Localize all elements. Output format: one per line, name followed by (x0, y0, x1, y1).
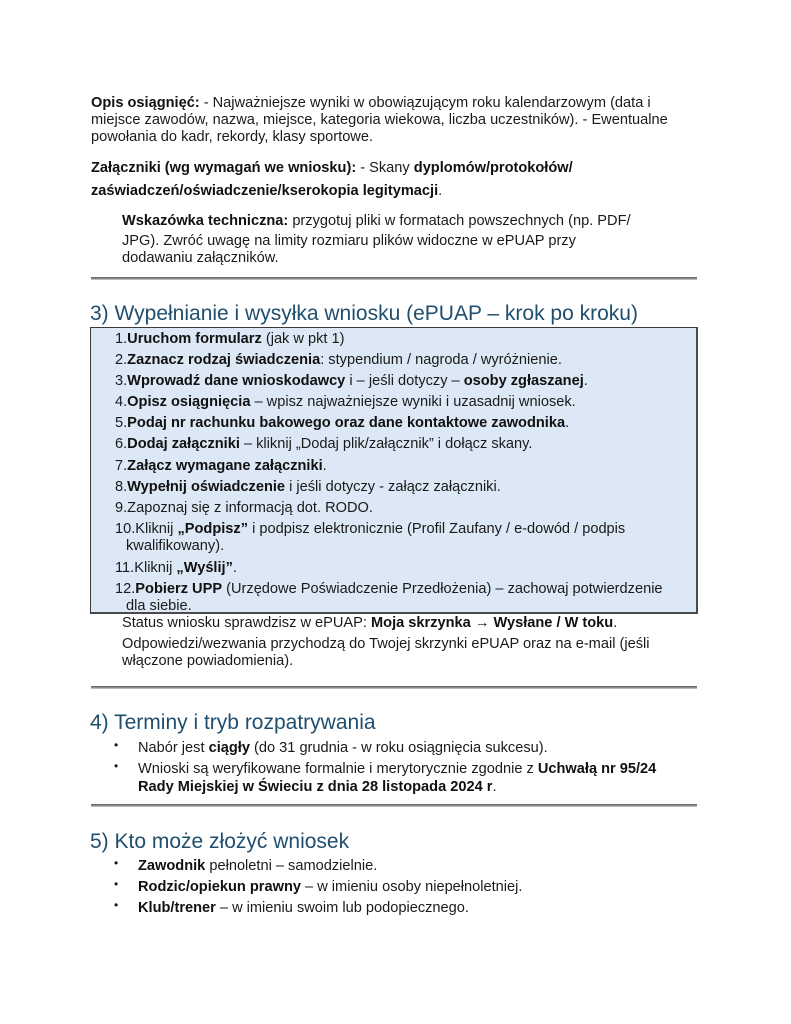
step-number: 11. (115, 559, 135, 576)
item-bold-continuation: Rady Miejskiej w Świeciu z dnia 28 listopada 2024 r (138, 778, 493, 795)
attachments-types-bold: dyplomów/protokołów/ (413, 160, 573, 176)
bullet-icon: • (114, 877, 119, 891)
step-bold: Zaznacz rodzaj świadczenia (127, 352, 321, 369)
step-item (115, 458, 698, 476)
status-paragraph (122, 615, 692, 632)
step-number: 4. (115, 394, 128, 411)
step-text: . (322, 457, 327, 474)
step-bold: Dodaj załączniki (127, 436, 240, 453)
attachments-text: - Skany (356, 160, 414, 176)
step-number: 7. (115, 457, 128, 474)
bullet-icon: • (114, 856, 119, 870)
step-continuation: dla siebie. (126, 598, 192, 614)
steps-box (90, 327, 698, 614)
step-number: 2. (115, 352, 128, 369)
step-number: 8. (115, 478, 128, 495)
step-text: Zapoznaj się z informacją dot. RODO. (127, 499, 373, 516)
steps-list (115, 331, 698, 614)
list-item (112, 879, 712, 897)
step-bold: Uruchom formularz (127, 331, 262, 347)
tip-text-2: JPG). Zwróć uwagę na limity rozmiaru plików widoczne w ePUAP przy dodawaniu załączników. (122, 233, 576, 266)
step-item (115, 521, 698, 556)
step-bold: Podaj nr rachunku bakowego oraz dane kontaktowe zawodnika (127, 415, 566, 432)
item-bold: Zawodnik (138, 858, 206, 874)
step-item (115, 352, 698, 370)
item-bold: Rodzic/opiekun prawny (138, 879, 301, 895)
item-text-pre: Wnioski są weryfikowane formalnie i merytorycznie zgodnie z (138, 761, 538, 777)
step-text: i – jeśli dotyczy – (345, 373, 464, 390)
status-text: Status wniosku sprawdzisz w ePUAP: (122, 615, 371, 631)
step-bold: „Wyślij” (176, 559, 233, 576)
step-text: . (565, 415, 570, 432)
section-3-heading: 3) Wypełnianie i wysyłka wniosku (ePUAP – krok po kroku) (90, 302, 638, 325)
step-bold: Opisz osiągnięcia (127, 394, 251, 411)
achievements-description-paragraph (91, 95, 701, 146)
step-item (115, 560, 698, 578)
step-text: – wpisz najważniejsze wyniki i uzasadnij wniosek. (250, 394, 576, 411)
section-4-list (112, 740, 712, 800)
step-number: 3. (115, 373, 128, 390)
list-item (112, 740, 712, 758)
step-text-pre: Kliknij (135, 520, 178, 537)
step-number: 10. (115, 520, 136, 537)
step-bold: Wypełnij oświadczenie (127, 478, 286, 495)
item-bold: ciągły (208, 740, 250, 756)
step-continuation: kwalifikowany). (126, 538, 225, 555)
item-text: – w imieniu osoby niepełnoletniej. (300, 879, 523, 895)
step-item (115, 581, 698, 614)
step-item (115, 373, 698, 391)
step-item (115, 479, 698, 497)
step-number: 6. (115, 436, 128, 453)
step-number: 9. (115, 499, 128, 516)
step-number: 5. (115, 415, 128, 432)
section-4-heading: 4) Terminy i tryb rozpatrywania (90, 711, 376, 734)
step-text-2: . (583, 373, 588, 390)
step-item (115, 331, 698, 349)
achievements-label: Opis osiągnięć: (91, 95, 200, 111)
step-text: i jeśli dotyczy - załącz załączniki. (285, 478, 501, 495)
horizontal-rule (91, 277, 697, 280)
replies-paragraph: Odpowiedzi/wezwania przychodzą do Twojej skrzynki ePUAP oraz na e-mail (jeśli włączone powiadomienia). (122, 636, 650, 669)
item-text: pełnoletni – samodzielnie. (205, 858, 378, 874)
attachments-label: Załączniki (wg wymagań we wniosku): (91, 160, 357, 176)
step-text: . (232, 559, 237, 576)
tip-text-1: przygotuj pliki w formatach powszechnych (np. PDF/ (288, 213, 631, 229)
attachments-period: . (438, 183, 443, 199)
step-number: 12. (115, 580, 136, 597)
bullet-icon: • (114, 898, 119, 912)
attachments-paragraph (91, 157, 701, 203)
bullet-icon: • (114, 759, 119, 773)
section-5-heading: 5) Kto może złożyć wniosek (90, 830, 350, 853)
step-bold-2: osoby zgłaszanej (463, 373, 584, 390)
step-bold: „Podpisz” (177, 520, 249, 537)
list-item (112, 761, 712, 796)
status-path-bold: Moja skrzynka → Wysłane / W toku (371, 615, 614, 631)
section-5-list (112, 858, 712, 921)
tip-label: Wskazówka techniczna: (122, 213, 289, 229)
achievements-text: - Najważniejsze wyniki w obowiązującym roku kalendarzowym (data i miejsce zawodów, nazwa, miejsce, kategoria wiekowa, liczba uczestników). - Ewentualne powołania do kadr, rekordy, klasy sportowe. (91, 95, 668, 145)
status-period: . (613, 615, 618, 631)
step-text: (jak w pkt 1) (261, 331, 345, 347)
step-item (115, 415, 698, 433)
step-item (115, 394, 698, 412)
horizontal-rule (91, 804, 697, 807)
list-item (112, 900, 712, 918)
item-text: (do 31 grudnia - w roku osiągnięcia sukcesu). (249, 740, 548, 756)
technical-tip (122, 210, 682, 270)
step-bold: Pobierz UPP (135, 580, 223, 597)
item-bold: Uchwałą nr 95/24 (537, 761, 657, 777)
step-text: (Urzędowe Poświadczenie Przedłożenia) – zachowaj potwierdzenie (222, 580, 663, 597)
bullet-icon: • (114, 738, 119, 752)
step-text-pre: Kliknij (134, 559, 177, 576)
step-text: : stypendium / nagroda / wyróżnienie. (320, 352, 562, 369)
item-text: . (492, 778, 497, 795)
step-text: – kliknij „Dodaj plik/załącznik” i dołącz skany. (239, 436, 533, 453)
item-text-pre: Nabór jest (138, 740, 209, 756)
attachments-types-bold-2: zaświadczeń/oświadczenie/kserokopia legitymacji (91, 183, 439, 199)
horizontal-rule (91, 686, 697, 689)
step-bold: Załącz wymagane załączniki (127, 457, 323, 474)
step-text: i podpisz elektronicznie (Profil Zaufany / e-dowód / podpis (248, 520, 626, 537)
item-text: – w imieniu swoim lub podopiecznego. (215, 900, 469, 916)
list-item (112, 858, 712, 876)
step-item (115, 436, 698, 454)
step-bold: Wprowadź dane wnioskodawcy (127, 373, 346, 390)
item-bold: Klub/trener (138, 900, 216, 916)
step-item (115, 500, 698, 518)
step-number: 1. (115, 331, 128, 347)
